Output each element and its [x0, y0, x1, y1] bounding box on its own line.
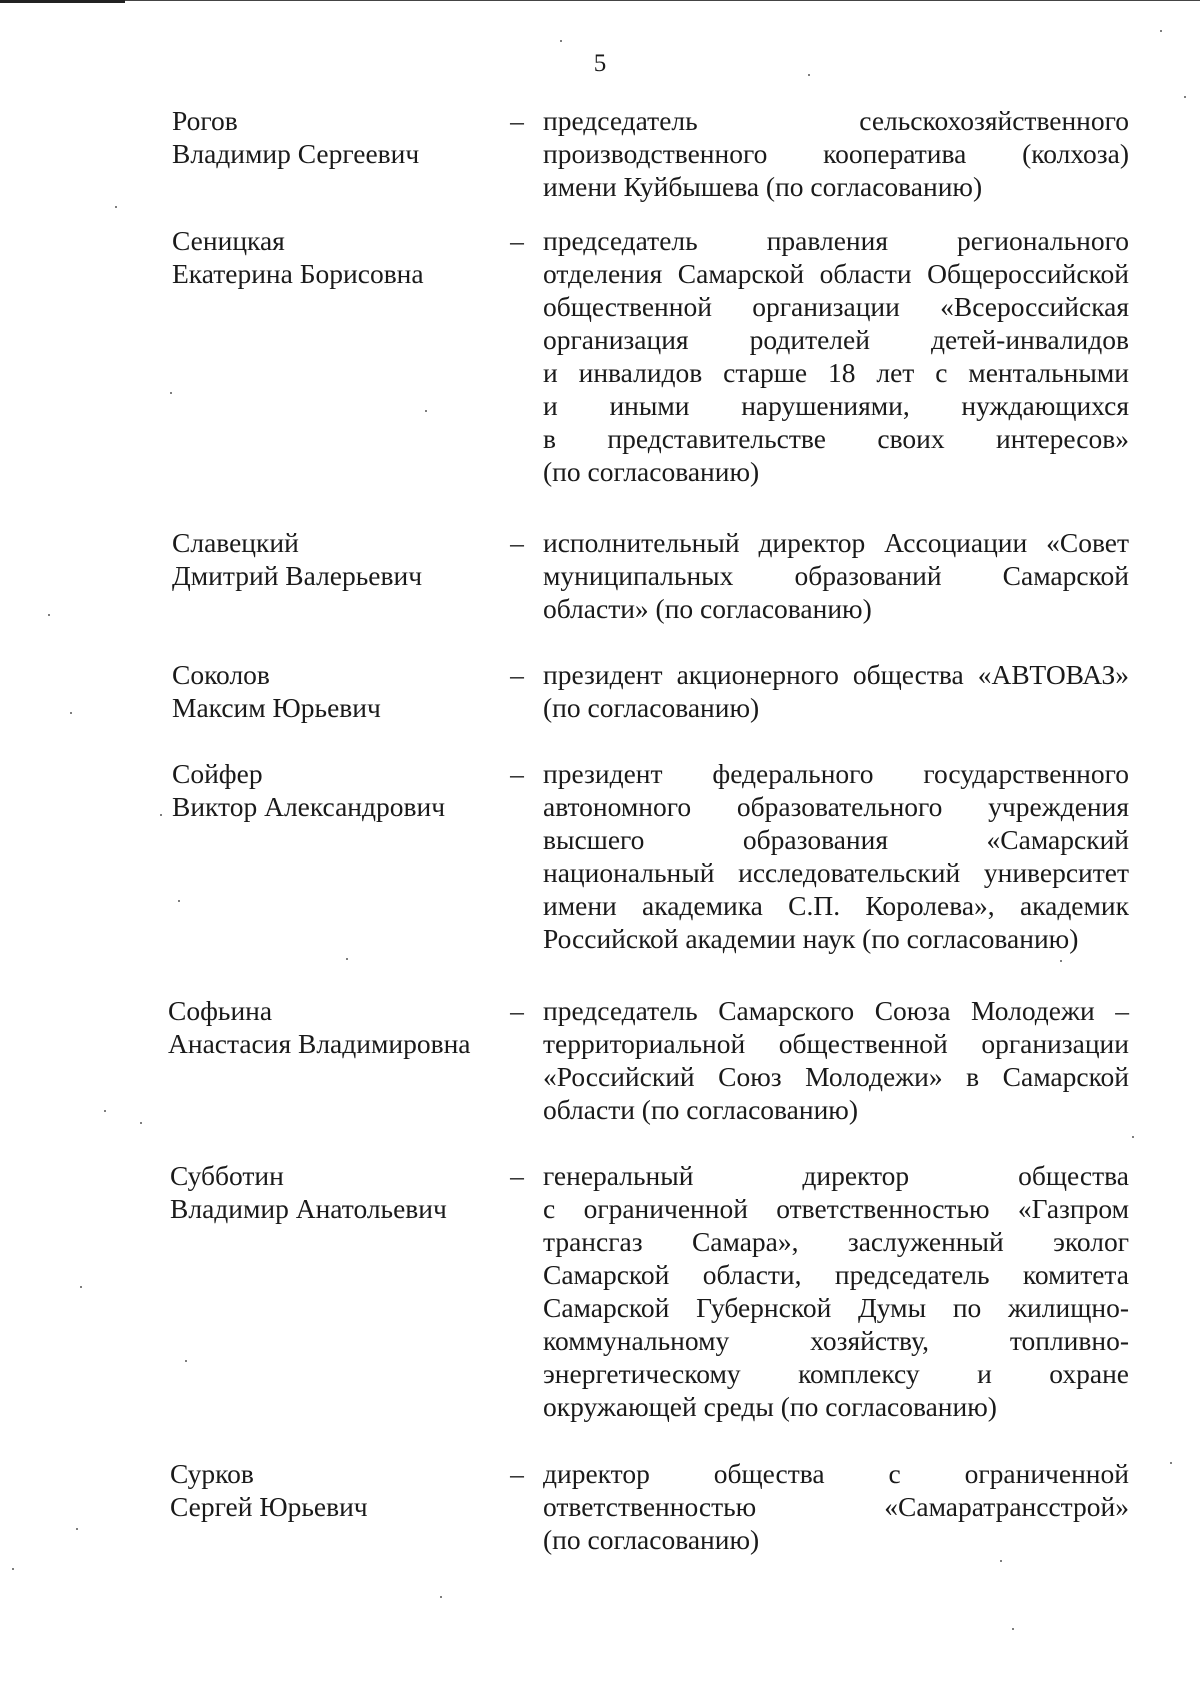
dash-separator: – — [510, 1458, 524, 1489]
position-line: председатель сельскохозяйственного — [543, 105, 1129, 136]
dash-separator: – — [510, 225, 524, 256]
member-position — [543, 757, 1129, 955]
member-surname: Софьина — [168, 995, 273, 1026]
member-name — [172, 104, 502, 170]
member-name — [170, 1457, 500, 1523]
position-line: (по согласованию) — [543, 456, 760, 487]
member-given-names: Владимир Анатольевич — [170, 1193, 447, 1224]
member-given-names: Виктор Александрович — [172, 791, 446, 822]
position-line: Самарской Губернской Думы по жилищно- — [543, 1292, 1129, 1323]
dash-separator: – — [510, 1160, 524, 1191]
member-position — [543, 526, 1129, 625]
page-number: 5 — [593, 50, 607, 77]
member-given-names: Дмитрий Валерьевич — [172, 560, 423, 591]
position-line: председатель правления регионального — [543, 225, 1129, 256]
position-line: Российской академии наук (по согласованию) — [543, 923, 1079, 954]
member-name — [172, 224, 502, 290]
member-position — [543, 658, 1129, 724]
position-line: Самарской области, председатель комитета — [543, 1259, 1129, 1290]
position-line: президент акционерного общества «АВТОВАЗ» — [543, 659, 1129, 690]
member-surname: Соколов — [172, 659, 270, 690]
position-line: области (по согласованию) — [543, 1094, 858, 1125]
dash-separator: – — [510, 758, 524, 789]
position-line: председатель Самарского Союза Молодежи – — [543, 995, 1129, 1026]
position-line: производственного кооператива (колхоза) — [543, 138, 1129, 169]
member-given-names: Екатерина Борисовна — [172, 258, 424, 289]
position-line: директор общества с ограниченной — [543, 1458, 1129, 1489]
member-position — [543, 994, 1129, 1126]
position-line: национальный исследовательский университет — [543, 857, 1129, 888]
member-name — [170, 1159, 500, 1225]
position-line: высшего образования «Самарский — [543, 824, 1129, 855]
position-line: президент федерального государственного — [543, 758, 1129, 789]
position-line: общественной организации «Всероссийская — [543, 291, 1129, 322]
position-line: (по согласованию) — [543, 1524, 760, 1555]
member-surname: Сойфер — [172, 758, 263, 789]
member-given-names: Владимир Сергеевич — [172, 138, 420, 169]
position-line: «Российский Союз Молодежи» в Самарской — [543, 1061, 1129, 1092]
member-name — [172, 658, 502, 724]
position-line: трансгаз Самара», заслуженный эколог — [543, 1226, 1129, 1257]
position-line: окружающей среды (по согласованию) — [543, 1391, 997, 1422]
position-line: области» (по согласованию) — [543, 593, 872, 624]
member-surname: Субботин — [170, 1160, 284, 1191]
position-line: с ограниченной ответственностью «Газпром — [543, 1193, 1129, 1224]
member-position — [543, 1159, 1129, 1423]
position-line: коммунальному хозяйству, топливно- — [543, 1325, 1129, 1356]
position-line: отделения Самарской области Общероссийской — [543, 258, 1129, 289]
member-given-names: Анастасия Владимировна — [168, 1028, 471, 1059]
position-line: муниципальных образований Самарской — [543, 560, 1129, 591]
member-surname: Рогов — [172, 105, 238, 136]
position-line: организация родителей детей-инвалидов — [543, 324, 1129, 355]
position-line: имени академика С.П. Королева», академик — [543, 890, 1129, 921]
member-given-names: Сергей Юрьевич — [170, 1491, 368, 1522]
member-name — [172, 526, 502, 592]
member-position — [543, 1457, 1129, 1556]
position-line: исполнительный директор Ассоциации «Совет — [543, 527, 1129, 558]
top-rule — [0, 0, 125, 3]
member-surname: Сеницкая — [172, 225, 285, 256]
member-name — [168, 994, 498, 1060]
position-line: в представительстве своих интересов» — [543, 423, 1129, 454]
member-name — [172, 757, 502, 823]
member-surname: Сурков — [170, 1458, 254, 1489]
position-line: генеральный директор общества — [543, 1160, 1129, 1191]
position-line: (по согласованию) — [543, 692, 760, 723]
position-line: и инвалидов старше 18 лет с ментальными — [543, 357, 1129, 388]
dash-separator: – — [510, 995, 524, 1026]
position-line: автономного образовательного учреждения — [543, 791, 1129, 822]
dash-separator: – — [510, 659, 524, 690]
position-line: и иными нарушениями, нуждающихся — [543, 390, 1129, 421]
member-position — [543, 224, 1129, 488]
member-given-names: Максим Юрьевич — [172, 692, 381, 723]
position-line: энергетическому комплексу и охране — [543, 1358, 1129, 1389]
position-line: территориальной общественной организации — [543, 1028, 1129, 1059]
position-line: ответственностью «Самаратрансстрой» — [543, 1491, 1129, 1522]
dash-separator: – — [510, 527, 524, 558]
member-position — [543, 104, 1129, 203]
top-rule-thin — [125, 0, 1200, 1]
position-line: имени Куйбышева (по согласованию) — [543, 171, 983, 202]
dash-separator: – — [510, 105, 524, 136]
member-surname: Славецкий — [172, 527, 299, 558]
